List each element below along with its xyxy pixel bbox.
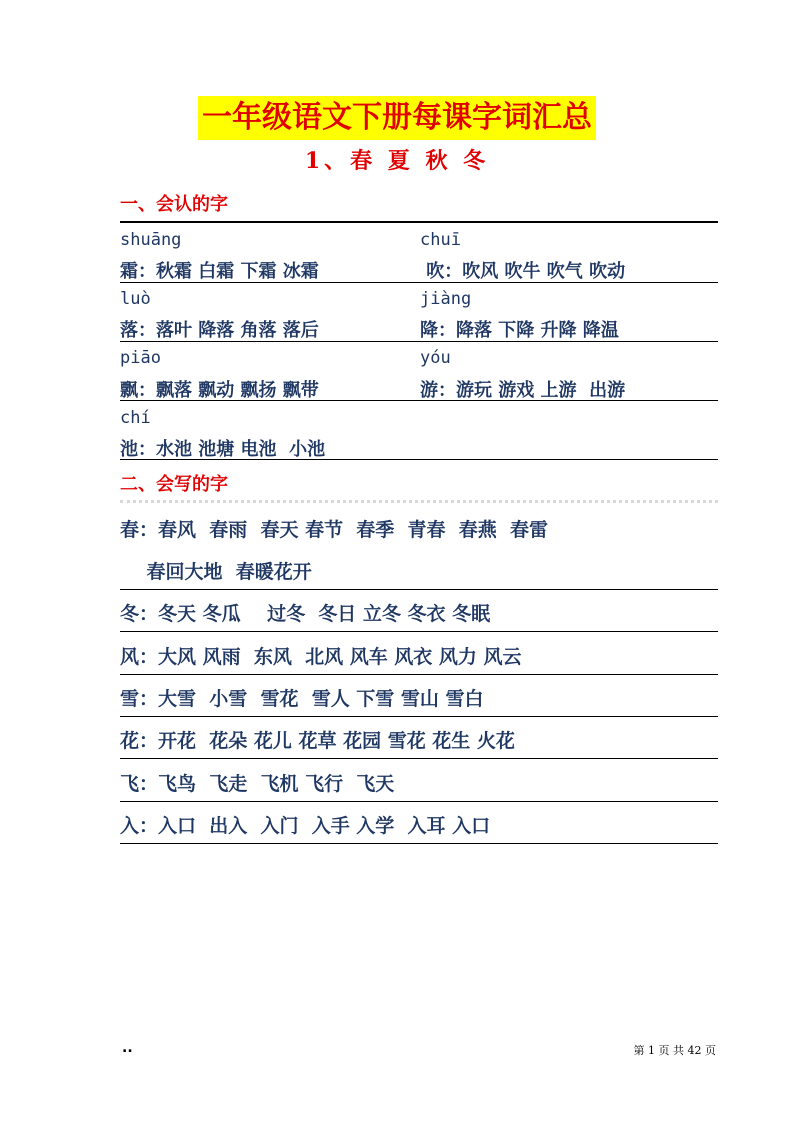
divider [120,400,718,401]
page-title: 一年级语文下册每课字词汇总 [198,96,596,140]
write-row-hua: 花：开花 花朵 花儿 花草 花园 雪花 花生 火花 [120,730,515,752]
pinyin-chui: chuī [420,230,461,250]
divider [120,631,718,632]
divider [120,341,718,342]
dotted-divider [120,500,718,503]
title-wrap [0,96,794,140]
lesson-title: 1、春 夏 秋 冬 [304,148,490,174]
divider [120,801,718,802]
words-jiang: 降：降落 下降 升降 降温 [420,320,619,341]
write-row-chun-2: 春回大地 春暖花开 [120,561,312,583]
divider [120,716,718,717]
section-heading-recognize: 一、会认的字 [120,194,228,215]
divider [120,221,718,223]
write-row-fei: 飞：飞鸟 飞走 飞机 飞行 飞天 [120,773,395,795]
divider [120,674,718,675]
write-row-dong: 冬：冬天 冬瓜 过冬 冬日 立冬 冬衣 冬眠 [120,603,491,625]
words-luo: 落：落叶 降落 角落 落后 [120,320,319,341]
divider [120,843,718,844]
pinyin-piao: piāo [120,348,161,368]
write-row-chun: 春：春风 春雨 春天 春节 春季 青春 春燕 春雷 [120,519,548,541]
write-row-xue: 雪：大雪 小雪 雪花 雪人 下雪 雪山 雪白 [120,688,484,710]
pinyin-jiang: jiàng [420,289,472,309]
pinyin-shuang: shuāng [120,230,182,250]
divider [120,459,718,460]
footer-dots: .. [122,1040,133,1056]
pinyin-you: yóu [420,348,451,368]
write-row-ru: 入：入口 出入 入门 入手 入学 入耳 入口 [120,815,491,837]
divider [120,282,718,283]
pinyin-luo: luò [120,289,151,309]
divider [120,758,718,759]
words-chui: 吹：吹风 吹牛 吹气 吹动 [420,261,626,282]
page-number: 第 1 页 共 42 页 [633,1044,716,1057]
section-heading-write: 二、会写的字 [120,474,228,495]
words-piao: 飘：飘落 飘动 飘扬 飘带 [120,380,319,401]
words-shuang: 霜：秋霜 白霜 下霜 冰霜 [120,261,319,282]
write-row-feng: 风：大风 风雨 东风 北风 风车 风衣 风力 风云 [120,646,522,668]
words-you: 游：游玩 游戏 上游 出游 [420,380,626,401]
divider [120,589,718,590]
pinyin-chi: chí [120,408,151,428]
words-chi: 池：水池 池塘 电池 小池 [120,439,326,460]
